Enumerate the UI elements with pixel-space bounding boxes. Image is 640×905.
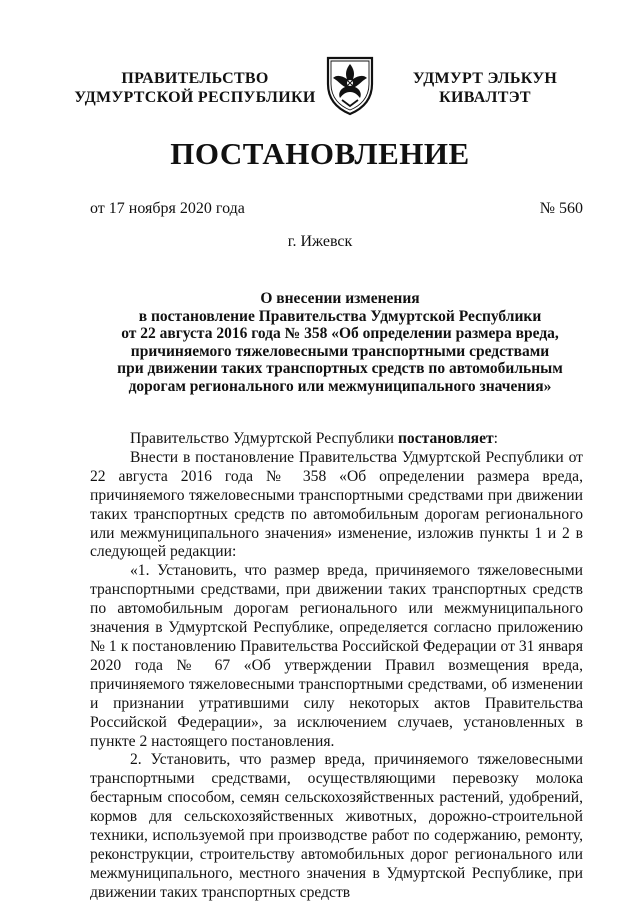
intro-text: Правительство Удмуртской Республики — [130, 430, 398, 447]
heading-line: дорогам регионального или межмуниципального значения» — [128, 377, 552, 395]
document-number: № 560 — [539, 200, 583, 217]
body-paragraph: Внести в постановление Правительства Удмуртской Республики от 22 августа 2016 года № 358 «Об определении размера вреда, причиняемого тяжеловесными транспортными средствами при движении таких транспортных средств по автомобильным дорогам регионального или межмуниципального значения» изменение, изложив пункты 1 и 2 в следующей редакции: — [90, 448, 583, 561]
heading-line: причиняемого тяжеловесными транспортными средствами — [130, 342, 550, 360]
body-paragraph: 2. Установить, что размер вреда, причиняемого тяжеловесными транспортными средствами, осуществляющими перевозку молока бестарным способом, семян сельскохозяйственных растений, удобрений, кормов для сельскохозяйственных животных, дорожно-строительной техники, используемой при производстве работ по содержанию, ремонту, реконструкции, строительству автомобильных дорог регионального или межмуниципального, местного значения в Удмуртской Республике, при движении таких транспортных средств — [90, 751, 583, 901]
intro-colon: : — [493, 430, 499, 447]
document-date: от 17 ноября 2020 года — [90, 200, 245, 217]
heading-line: при движении таких транспортных средств по автомобильным — [117, 360, 563, 378]
heading-line: от 22 августа 2016 года № 358 «Об определении размера вреда, — [121, 325, 559, 343]
organization-name-udmurt — [400, 69, 570, 107]
org-left-line2: УДМУРТСКОЙ РЕСПУБЛИКИ — [74, 89, 316, 106]
document-city: г. Ижевск — [287, 233, 353, 250]
organization-name-russian — [70, 69, 320, 107]
org-right-line1: УДМУРТ ЭЛЬКУН — [412, 70, 558, 87]
org-right-line2: КИВАЛТЭТ — [439, 89, 531, 106]
document-title: ПОСТАНОВЛЕНИЕ — [170, 136, 470, 171]
document-heading — [90, 290, 590, 396]
heading-line: О внесении изменения — [260, 290, 420, 307]
udmurtia-coat-of-arms-icon — [324, 54, 376, 116]
body-paragraph: «1. Установить, что размер вреда, причиняемого тяжеловесными транспортными средствами, при движении таких транспортных средств по автомобильным дорогам регионального или межмуниципального значения в Удмуртской Республике, определяется согласно приложению № 1 к постановлению Правительства Российской Федерации от 31 января 2020 года № 67 «Об утверждении Правил возмещения вреда, причиняемого тяжеловесными транспортными средствами, об изменении и признании утратившими силу некоторых актов Правительства Российской Федерации», за исключением случаев, установленных в пункте 2 настоящего постановления. — [90, 562, 583, 750]
heading-line: в постановление Правительства Удмуртской Республики — [138, 307, 542, 325]
intro-paragraph — [90, 430, 583, 449]
document-body — [90, 430, 583, 903]
org-left-line1: ПРАВИТЕЛЬСТВО — [121, 70, 269, 87]
intro-bold-verb: постановляет — [397, 430, 494, 447]
